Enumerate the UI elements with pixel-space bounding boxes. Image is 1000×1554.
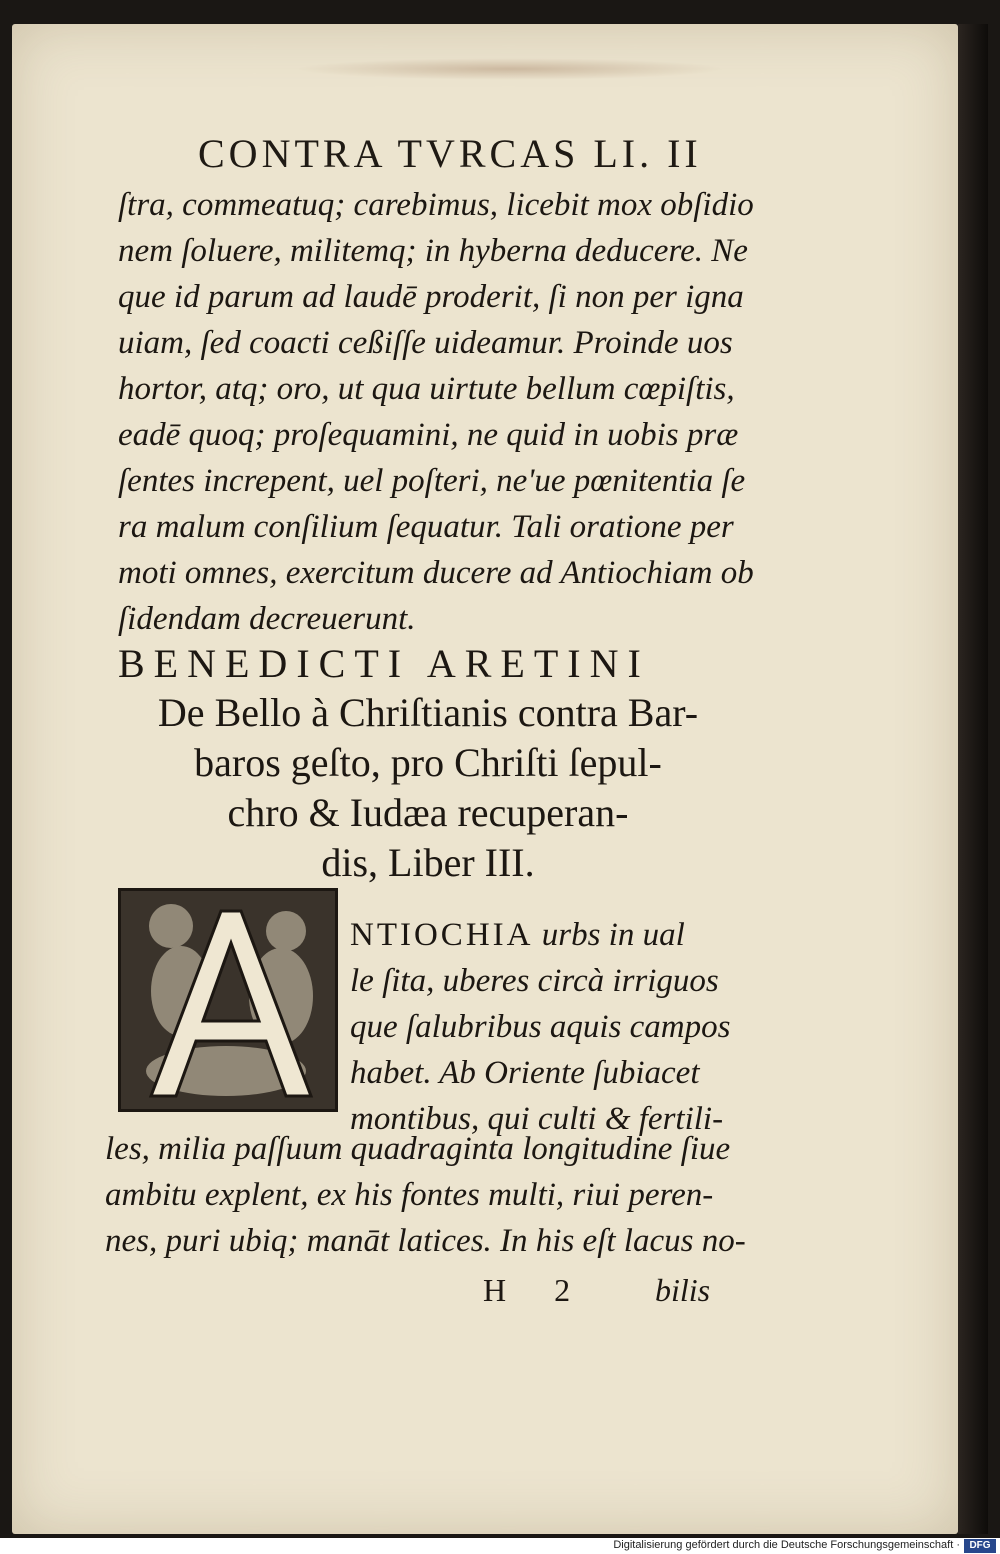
catchword: bilis xyxy=(655,1272,711,1308)
text-line: hortor, atq; oro, ut qua uirtute bellum cœpiſtis, xyxy=(118,371,735,407)
decorated-initial-a xyxy=(118,888,338,1112)
author-name: BENEDICTI ARETINI xyxy=(118,641,650,686)
funding-notice: Digitalisierung gefördert durch die Deutsche Forschungsgemeinschaft · xyxy=(613,1539,960,1551)
page-edge xyxy=(958,24,988,1534)
text-line: ra malum conſilium ſequatur. Tali oratione per xyxy=(118,509,734,545)
chapter-title xyxy=(118,640,738,888)
body-text-continued xyxy=(105,1126,746,1264)
text-line: ſentes increpent, uel poſteri, ne'ue pœnitentia ſe xyxy=(118,463,746,499)
text-line: eadē quoq; proſequamini, ne quid in uobis præ xyxy=(118,417,739,453)
text-line: urbs in ual xyxy=(541,917,685,953)
woodcut-illustration-icon xyxy=(121,891,335,1109)
body-text xyxy=(118,182,754,642)
signature-mark xyxy=(483,1272,570,1309)
running-head: CONTRA TVRCAS LI. II xyxy=(198,131,702,176)
dfg-logo-icon: DFG xyxy=(964,1539,996,1553)
text-line: uiam, ſed coacti ceßiſſe uideamur. Proinde uos xyxy=(118,325,733,361)
paper-stain xyxy=(295,58,725,80)
text-line: moti omnes, exercitum ducere ad Antiochiam ob xyxy=(118,555,754,591)
signature-number: 2 xyxy=(554,1272,571,1308)
text-line: ſidendam decreuerunt. xyxy=(118,601,416,637)
title-line: De Bello à Chriſtianis contra Bar- xyxy=(157,690,699,735)
signature-letter: H xyxy=(483,1272,507,1308)
text-line: que id parum ad laudē proderit, ſi non per igna xyxy=(118,279,744,315)
opening-caps: NTIOCHIA xyxy=(350,917,534,953)
title-line: chro & Iudæa recuperan- xyxy=(227,790,629,835)
text-line: que ſalubribus aquis campos xyxy=(350,1009,731,1045)
text-line: nem ſoluere, militemq; in hyberna deducere. Ne xyxy=(118,233,748,269)
title-line: baros geſto, pro Chriſti ſepul- xyxy=(194,740,662,785)
text-line: nes, puri ubiq; manāt latices. In his eſt lacus no- xyxy=(105,1223,746,1259)
title-line: dis, Liber III. xyxy=(321,840,535,885)
text-line: habet. Ab Oriente ſubiacet xyxy=(350,1055,700,1091)
text-line: ambitu explent, ex his fontes multi, riui peren- xyxy=(105,1177,714,1213)
text-line: ſtra, commeatuq; carebimus, licebit mox obſidio xyxy=(118,187,754,223)
text-line: les, milia paſſuum quadraginta longitudine ſiue xyxy=(105,1131,731,1167)
text-line: le ſita, uberes circà irriguos xyxy=(350,963,719,999)
opening-lines xyxy=(350,912,731,1142)
text-line: montibus, qui culti & fertili- xyxy=(350,1101,724,1137)
